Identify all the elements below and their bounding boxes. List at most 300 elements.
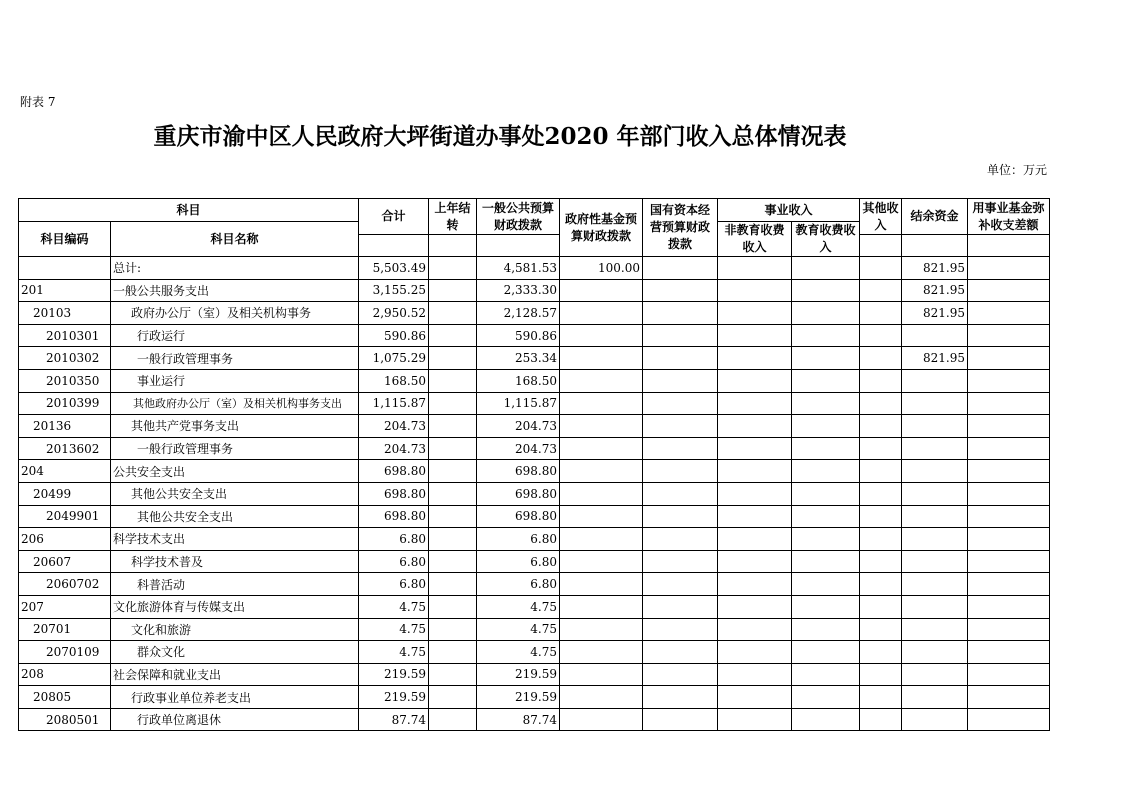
cell-total: 698.80	[359, 460, 429, 483]
cell-total: 1,115.87	[359, 392, 429, 415]
cell-total: 590.86	[359, 324, 429, 347]
cell-name: 事业运行	[111, 369, 359, 392]
cell-balance	[902, 686, 968, 709]
table-row	[19, 641, 1050, 664]
cell-code: 2010350	[19, 369, 111, 392]
cell-carryover	[429, 257, 477, 280]
cell-reserve	[968, 460, 1050, 483]
page-title	[0, 118, 1000, 151]
cell-balance	[902, 708, 968, 731]
cell-general: 4,581.53	[477, 257, 560, 280]
cell-gov-fund	[560, 550, 643, 573]
cell-edu	[792, 550, 860, 573]
cell-edu	[792, 302, 860, 325]
header-total: 合计	[359, 199, 429, 235]
header-subject: 科目	[19, 199, 359, 222]
cell-total: 4.75	[359, 641, 429, 664]
cell-code: 2049901	[19, 505, 111, 528]
cell-code: 2010399	[19, 392, 111, 415]
cell-other	[860, 460, 902, 483]
cell-balance	[902, 528, 968, 551]
cell-other	[860, 347, 902, 370]
cell-code: 2060702	[19, 573, 111, 596]
cell-edu	[792, 641, 860, 664]
cell-general: 204.73	[477, 437, 560, 460]
cell-gov-fund	[560, 505, 643, 528]
cell-non-edu	[718, 686, 792, 709]
header-balance-cont	[902, 235, 968, 257]
cell-carryover	[429, 641, 477, 664]
cell-name: 社会保障和就业支出	[111, 663, 359, 686]
cell-non-edu	[718, 392, 792, 415]
cell-state-cap	[643, 257, 718, 280]
header-other-cont	[860, 235, 902, 257]
cell-edu	[792, 460, 860, 483]
table-row	[19, 369, 1050, 392]
cell-gov-fund: 100.00	[560, 257, 643, 280]
cell-gov-fund	[560, 663, 643, 686]
cell-name: 其他公共安全支出	[111, 482, 359, 505]
cell-balance	[902, 595, 968, 618]
cell-balance: 821.95	[902, 347, 968, 370]
cell-edu	[792, 686, 860, 709]
cell-total: 6.80	[359, 528, 429, 551]
header-row-1	[19, 199, 1050, 222]
cell-reserve	[968, 686, 1050, 709]
cell-non-edu	[718, 279, 792, 302]
header-edu-fee: 教育收费收入	[792, 222, 860, 257]
cell-other	[860, 528, 902, 551]
cell-balance	[902, 415, 968, 438]
cell-reserve	[968, 347, 1050, 370]
cell-other	[860, 505, 902, 528]
cell-general: 1,115.87	[477, 392, 560, 415]
cell-total: 4.75	[359, 595, 429, 618]
cell-general: 6.80	[477, 528, 560, 551]
cell-balance	[902, 663, 968, 686]
cell-state-cap	[643, 482, 718, 505]
cell-total: 219.59	[359, 686, 429, 709]
cell-reserve	[968, 302, 1050, 325]
cell-non-edu	[718, 437, 792, 460]
cell-name: 总计:	[111, 257, 359, 280]
cell-state-cap	[643, 618, 718, 641]
cell-edu	[792, 595, 860, 618]
cell-general: 87.74	[477, 708, 560, 731]
cell-total: 698.80	[359, 505, 429, 528]
cell-balance	[902, 392, 968, 415]
cell-reserve	[968, 595, 1050, 618]
cell-code: 204	[19, 460, 111, 483]
header-carryover: 上年结转	[429, 199, 477, 235]
cell-balance: 821.95	[902, 279, 968, 302]
cell-carryover	[429, 686, 477, 709]
cell-balance	[902, 324, 968, 347]
cell-balance	[902, 369, 968, 392]
cell-general: 219.59	[477, 663, 560, 686]
cell-carryover	[429, 618, 477, 641]
table-row	[19, 437, 1050, 460]
cell-reserve	[968, 482, 1050, 505]
cell-edu	[792, 618, 860, 641]
cell-name: 政府办公厅（室）及相关机构事务	[111, 302, 359, 325]
cell-code: 2010302	[19, 347, 111, 370]
cell-general: 168.50	[477, 369, 560, 392]
cell-non-edu	[718, 369, 792, 392]
table-row	[19, 528, 1050, 551]
cell-reserve	[968, 573, 1050, 596]
table-row	[19, 686, 1050, 709]
cell-name: 群众文化	[111, 641, 359, 664]
page-title-text: 重庆市渝中区人民政府大坪街道办事处2020 年部门收入总体情况表	[153, 123, 847, 150]
header-gov-fund: 政府性基金预算财政拨款	[560, 199, 643, 257]
cell-gov-fund	[560, 347, 643, 370]
cell-name: 一般公共服务支出	[111, 279, 359, 302]
cell-total: 87.74	[359, 708, 429, 731]
cell-reserve	[968, 415, 1050, 438]
cell-name: 科学技术普及	[111, 550, 359, 573]
cell-non-edu	[718, 482, 792, 505]
cell-balance: 821.95	[902, 257, 968, 280]
table-row	[19, 415, 1050, 438]
cell-other	[860, 663, 902, 686]
cell-general: 2,128.57	[477, 302, 560, 325]
cell-code: 20103	[19, 302, 111, 325]
cell-balance	[902, 482, 968, 505]
cell-code: 20607	[19, 550, 111, 573]
cell-carryover	[429, 708, 477, 731]
cell-edu	[792, 573, 860, 596]
cell-carryover	[429, 302, 477, 325]
table-row	[19, 482, 1050, 505]
cell-other	[860, 369, 902, 392]
cell-balance	[902, 573, 968, 596]
cell-general: 698.80	[477, 482, 560, 505]
cell-edu	[792, 482, 860, 505]
table-row	[19, 595, 1050, 618]
cell-gov-fund	[560, 618, 643, 641]
cell-non-edu	[718, 573, 792, 596]
cell-other	[860, 708, 902, 731]
cell-edu	[792, 437, 860, 460]
cell-gov-fund	[560, 595, 643, 618]
cell-general: 4.75	[477, 618, 560, 641]
cell-edu	[792, 528, 860, 551]
cell-code	[19, 257, 111, 280]
cell-other	[860, 618, 902, 641]
cell-other	[860, 392, 902, 415]
cell-total: 2,950.52	[359, 302, 429, 325]
cell-non-edu	[718, 347, 792, 370]
unit-label: 单位：万元	[986, 163, 1047, 177]
header-reserve-cont	[968, 235, 1050, 257]
cell-state-cap	[643, 392, 718, 415]
cell-name: 其他政府办公厅（室）及相关机构事务支出	[111, 392, 359, 415]
cell-state-cap	[643, 460, 718, 483]
cell-total: 5,503.49	[359, 257, 429, 280]
table-row	[19, 392, 1050, 415]
cell-gov-fund	[560, 415, 643, 438]
cell-reserve	[968, 641, 1050, 664]
cell-state-cap	[643, 279, 718, 302]
table-row	[19, 347, 1050, 370]
cell-other	[860, 573, 902, 596]
cell-non-edu	[718, 708, 792, 731]
cell-code: 20499	[19, 482, 111, 505]
cell-balance	[902, 460, 968, 483]
cell-gov-fund	[560, 437, 643, 460]
table-row	[19, 324, 1050, 347]
cell-carryover	[429, 369, 477, 392]
cell-balance	[902, 641, 968, 664]
cell-gov-fund	[560, 302, 643, 325]
cell-other	[860, 257, 902, 280]
cell-state-cap	[643, 708, 718, 731]
cell-carryover	[429, 279, 477, 302]
cell-general: 590.86	[477, 324, 560, 347]
cell-state-cap	[643, 550, 718, 573]
cell-state-cap	[643, 302, 718, 325]
cell-non-edu	[718, 415, 792, 438]
cell-code: 2070109	[19, 641, 111, 664]
cell-other	[860, 415, 902, 438]
cell-non-edu	[718, 302, 792, 325]
cell-name: 公共安全支出	[111, 460, 359, 483]
cell-carryover	[429, 460, 477, 483]
header-balance-funds: 结余资金	[902, 199, 968, 235]
cell-reserve	[968, 369, 1050, 392]
cell-total: 4.75	[359, 618, 429, 641]
cell-code: 20805	[19, 686, 111, 709]
cell-edu	[792, 279, 860, 302]
cell-code: 201	[19, 279, 111, 302]
cell-total: 6.80	[359, 573, 429, 596]
cell-other	[860, 550, 902, 573]
cell-carryover	[429, 324, 477, 347]
cell-code: 206	[19, 528, 111, 551]
cell-reserve	[968, 618, 1050, 641]
cell-edu	[792, 347, 860, 370]
cell-state-cap	[643, 686, 718, 709]
header-general-budget: 一般公共预算财政拨款	[477, 199, 560, 235]
cell-name: 一般行政管理事务	[111, 437, 359, 460]
cell-state-cap	[643, 347, 718, 370]
cell-reserve	[968, 505, 1050, 528]
cell-balance	[902, 550, 968, 573]
header-non-edu-fee: 非教育收费收入	[718, 222, 792, 257]
cell-reserve	[968, 550, 1050, 573]
table-row	[19, 663, 1050, 686]
cell-general: 6.80	[477, 573, 560, 596]
cell-carryover	[429, 437, 477, 460]
header-business-income: 事业收入	[718, 199, 860, 222]
cell-gov-fund	[560, 573, 643, 596]
cell-other	[860, 641, 902, 664]
cell-general: 219.59	[477, 686, 560, 709]
cell-state-cap	[643, 573, 718, 596]
cell-general: 698.80	[477, 505, 560, 528]
cell-total: 3,155.25	[359, 279, 429, 302]
cell-non-edu	[718, 663, 792, 686]
header-other-income: 其他收入	[860, 199, 902, 235]
cell-reserve	[968, 708, 1050, 731]
table-row	[19, 460, 1050, 483]
cell-carryover	[429, 392, 477, 415]
cell-total: 204.73	[359, 415, 429, 438]
cell-general: 4.75	[477, 595, 560, 618]
cell-name: 其他公共安全支出	[111, 505, 359, 528]
cell-reserve	[968, 279, 1050, 302]
cell-reserve	[968, 257, 1050, 280]
cell-gov-fund	[560, 482, 643, 505]
cell-general: 6.80	[477, 550, 560, 573]
revenue-table	[18, 198, 1050, 731]
cell-gov-fund	[560, 369, 643, 392]
cell-state-cap	[643, 369, 718, 392]
cell-non-edu	[718, 505, 792, 528]
cell-state-cap	[643, 415, 718, 438]
header-reserve-fund: 用事业基金弥补收支差额	[968, 199, 1050, 235]
table-row	[19, 302, 1050, 325]
cell-carryover	[429, 528, 477, 551]
cell-general: 204.73	[477, 415, 560, 438]
cell-name: 其他共产党事务支出	[111, 415, 359, 438]
cell-total: 6.80	[359, 550, 429, 573]
cell-gov-fund	[560, 460, 643, 483]
cell-non-edu	[718, 460, 792, 483]
header-total-cont	[359, 235, 429, 257]
cell-general: 253.34	[477, 347, 560, 370]
header-carryover-cont	[429, 235, 477, 257]
table-row	[19, 550, 1050, 573]
cell-code: 20701	[19, 618, 111, 641]
cell-total: 204.73	[359, 437, 429, 460]
cell-gov-fund	[560, 324, 643, 347]
header-code: 科目编码	[19, 222, 111, 257]
cell-edu	[792, 415, 860, 438]
cell-reserve	[968, 663, 1050, 686]
cell-gov-fund	[560, 708, 643, 731]
cell-carryover	[429, 415, 477, 438]
cell-reserve	[968, 324, 1050, 347]
cell-general: 2,333.30	[477, 279, 560, 302]
cell-state-cap	[643, 663, 718, 686]
cell-balance	[902, 505, 968, 528]
cell-other	[860, 482, 902, 505]
cell-other	[860, 302, 902, 325]
cell-code: 207	[19, 595, 111, 618]
header-state-capital: 国有资本经营预算财政拨款	[643, 199, 718, 257]
table-row	[19, 279, 1050, 302]
cell-non-edu	[718, 528, 792, 551]
cell-edu	[792, 324, 860, 347]
cell-edu	[792, 663, 860, 686]
cell-carryover	[429, 595, 477, 618]
cell-name: 行政单位离退休	[111, 708, 359, 731]
cell-gov-fund	[560, 528, 643, 551]
cell-gov-fund	[560, 279, 643, 302]
cell-code: 2080501	[19, 708, 111, 731]
cell-name: 一般行政管理事务	[111, 347, 359, 370]
table-body	[19, 257, 1050, 731]
cell-code: 208	[19, 663, 111, 686]
cell-gov-fund	[560, 392, 643, 415]
appendix-label: 附表 7	[20, 95, 56, 109]
cell-edu	[792, 708, 860, 731]
cell-general: 4.75	[477, 641, 560, 664]
cell-general: 698.80	[477, 460, 560, 483]
cell-carryover	[429, 505, 477, 528]
cell-non-edu	[718, 324, 792, 347]
cell-carryover	[429, 482, 477, 505]
cell-edu	[792, 392, 860, 415]
cell-carryover	[429, 550, 477, 573]
cell-name: 行政事业单位养老支出	[111, 686, 359, 709]
table-row	[19, 505, 1050, 528]
cell-edu	[792, 257, 860, 280]
header-name: 科目名称	[111, 222, 359, 257]
cell-total: 698.80	[359, 482, 429, 505]
cell-other	[860, 279, 902, 302]
cell-total: 219.59	[359, 663, 429, 686]
cell-code: 20136	[19, 415, 111, 438]
cell-other	[860, 686, 902, 709]
cell-balance	[902, 618, 968, 641]
table-row	[19, 618, 1050, 641]
table-row	[19, 257, 1050, 280]
cell-gov-fund	[560, 641, 643, 664]
cell-edu	[792, 505, 860, 528]
cell-other	[860, 437, 902, 460]
cell-name: 文化旅游体育与传媒支出	[111, 595, 359, 618]
cell-state-cap	[643, 437, 718, 460]
cell-carryover	[429, 663, 477, 686]
cell-gov-fund	[560, 686, 643, 709]
cell-state-cap	[643, 595, 718, 618]
cell-other	[860, 595, 902, 618]
cell-reserve	[968, 392, 1050, 415]
cell-non-edu	[718, 257, 792, 280]
cell-total: 1,075.29	[359, 347, 429, 370]
cell-code: 2013602	[19, 437, 111, 460]
cell-state-cap	[643, 641, 718, 664]
cell-non-edu	[718, 595, 792, 618]
cell-balance: 821.95	[902, 302, 968, 325]
cell-name: 科普活动	[111, 573, 359, 596]
cell-state-cap	[643, 528, 718, 551]
cell-balance	[902, 437, 968, 460]
cell-state-cap	[643, 324, 718, 347]
cell-edu	[792, 369, 860, 392]
cell-name: 文化和旅游	[111, 618, 359, 641]
cell-non-edu	[718, 550, 792, 573]
cell-name: 科学技术支出	[111, 528, 359, 551]
cell-non-edu	[718, 641, 792, 664]
cell-other	[860, 324, 902, 347]
cell-carryover	[429, 573, 477, 596]
cell-state-cap	[643, 505, 718, 528]
cell-reserve	[968, 437, 1050, 460]
cell-code: 2010301	[19, 324, 111, 347]
header-general-cont	[477, 235, 560, 257]
cell-reserve	[968, 528, 1050, 551]
cell-non-edu	[718, 618, 792, 641]
cell-carryover	[429, 347, 477, 370]
cell-total: 168.50	[359, 369, 429, 392]
cell-name: 行政运行	[111, 324, 359, 347]
table-row	[19, 708, 1050, 731]
table-row	[19, 573, 1050, 596]
